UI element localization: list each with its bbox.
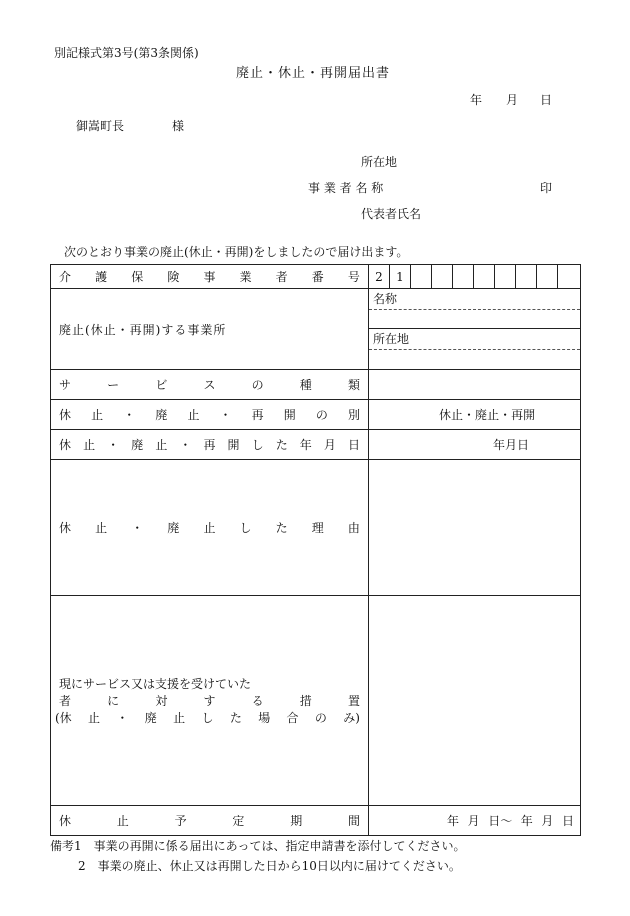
category-option-char: 開 (523, 408, 536, 422)
provider-number-row (51, 265, 581, 289)
service-type-label-char: 類 (347, 378, 360, 392)
period-value-char: 日〜 (488, 814, 513, 828)
seal-mark: 印 (540, 181, 553, 195)
service-type-row (51, 370, 581, 400)
service-type-label (51, 376, 368, 393)
provider-number-label-char: 番 (311, 270, 324, 284)
date-label-char: 月 (323, 438, 336, 452)
provider-digit-4[interactable] (432, 265, 453, 289)
measures-label-char: に (107, 694, 120, 708)
date-value-char: 日 (517, 438, 530, 452)
category-option-char: ・ (499, 408, 512, 422)
service-type-label-char: の (251, 378, 264, 392)
period-value-char: 日 (561, 814, 574, 828)
category-label-char: ・ (219, 408, 232, 422)
date-label (51, 436, 368, 453)
category-label-char: 開 (283, 408, 296, 422)
provider-digit-7[interactable] (495, 265, 516, 289)
representative-label: 代表者氏名 (361, 207, 422, 221)
period-value (369, 812, 580, 829)
honorific: 様 (172, 119, 185, 133)
provider-digit-8[interactable] (516, 265, 537, 289)
measures-row (51, 596, 581, 806)
date-label-char: 止 (155, 438, 168, 452)
category-options (369, 406, 580, 423)
category-option-char: 廃 (475, 408, 488, 422)
date-month-label: 月 (506, 93, 519, 107)
period-value-char: 月 (541, 814, 554, 828)
provider-number-label-char: 介 (59, 270, 72, 284)
period-label-char: 休 (59, 814, 72, 828)
period-label-char: 定 (232, 814, 245, 828)
date-label-char: た (275, 438, 288, 452)
category-options-cell[interactable] (369, 400, 581, 430)
measures-label-char: 措 (299, 694, 312, 708)
date-label-char: 年 (299, 438, 312, 452)
measures-label-char: 廃 (144, 711, 157, 725)
date-label-char: ・ (107, 438, 120, 452)
measures-label-char: 者 (59, 694, 72, 708)
measures-label-char: 合 (286, 711, 299, 725)
provider-number-label-char: 業 (239, 270, 252, 284)
service-type-label-char: 種 (299, 378, 312, 392)
period-value-char: 年 (520, 814, 533, 828)
period-row (51, 806, 581, 836)
date-day-label: 日 (540, 93, 553, 107)
reason-label-char: 止 (203, 521, 216, 535)
measures-label-line3 (51, 709, 368, 726)
reason-label (51, 519, 368, 536)
date-label-char: し (251, 438, 264, 452)
provider-digit-3[interactable] (411, 265, 432, 289)
category-label-char: の (315, 408, 328, 422)
provider-digit-2[interactable]: 1 (390, 265, 411, 289)
date-label-char: 止 (83, 438, 96, 452)
reason-label-cell (51, 460, 369, 596)
provider-number-label-char: 険 (167, 270, 180, 284)
period-label-char: 間 (347, 814, 360, 828)
measures-label-char: 置 (347, 694, 360, 708)
period-label (51, 812, 368, 829)
date-row (51, 430, 581, 460)
reason-label-char: た (275, 521, 288, 535)
provider-number-label-cell (51, 265, 369, 289)
measures-label-char: し (201, 711, 214, 725)
measures-label-char: す (203, 694, 216, 708)
provider-digit-6[interactable] (474, 265, 495, 289)
measures-label-line2 (51, 692, 368, 709)
period-value-char: 月 (467, 814, 480, 828)
measures-field[interactable] (369, 596, 581, 806)
date-label-char: 日 (347, 438, 360, 452)
note-1: 備考1 事業の再開に係る届出にあっては、指定申請書を添付してください。 (50, 839, 466, 853)
period-label-char: 期 (290, 814, 303, 828)
office-name-field[interactable] (369, 309, 580, 328)
date-label-char: ・ (179, 438, 192, 452)
measures-label-char: た (229, 711, 242, 725)
provider-number-label-char: 号 (347, 270, 360, 284)
provider-number-label-char: 者 (275, 270, 288, 284)
service-type-label-cell (51, 370, 369, 400)
date-label-char: 休 (59, 438, 72, 452)
office-row (51, 289, 581, 370)
category-label-cell (51, 400, 369, 430)
measures-label-char: ・ (116, 711, 129, 725)
provider-number-label-char: 護 (95, 270, 108, 284)
measures-label-char: 止 (173, 711, 186, 725)
date-value-char: 月 (505, 438, 518, 452)
category-label-char: 廃 (155, 408, 168, 422)
date-value-cell[interactable] (369, 430, 581, 460)
office-name-label: 名称 (373, 292, 398, 306)
provider-digit-9[interactable] (537, 265, 558, 289)
reason-label-char: 止 (95, 521, 108, 535)
category-label-char: 休 (59, 408, 72, 422)
date-label-char: 再 (203, 438, 216, 452)
measures-label-char: 止 (88, 711, 101, 725)
date-label-char: 開 (227, 438, 240, 452)
date-year-label: 年 (470, 93, 483, 107)
reason-label-char: 休 (59, 521, 72, 535)
service-type-label-char: ー (107, 378, 120, 392)
service-type-field[interactable] (369, 370, 581, 400)
measures-label-char: の (314, 711, 327, 725)
period-label-char: 止 (116, 814, 129, 828)
provider-number-label (51, 268, 368, 285)
reason-label-char: ・ (131, 521, 144, 535)
reason-label-char: 由 (347, 521, 360, 535)
category-label-char: 再 (251, 408, 264, 422)
category-option-char: ・ (463, 408, 476, 422)
measures-label-char: み) (343, 711, 360, 725)
service-type-label-char: ス (203, 378, 216, 392)
office-address-field[interactable] (369, 349, 580, 369)
addressee: 御嵩町長 (76, 119, 125, 133)
provider-digit-1[interactable]: 2 (369, 265, 390, 289)
measures-label-cell (51, 596, 369, 806)
date-label-char: 廃 (131, 438, 144, 452)
category-row (51, 400, 581, 430)
reason-row (51, 460, 581, 596)
period-label-char: 予 (174, 814, 187, 828)
category-option-char: 止 (451, 408, 464, 422)
date-value-char: 年 (493, 438, 506, 452)
category-label-char: 止 (91, 408, 104, 422)
office-label: 廃止(休止・再開)する事業所 (51, 289, 369, 370)
notification-form-table (50, 264, 581, 836)
form-number: 別記様式第3号(第3条関係) (54, 46, 199, 60)
provider-number-label-char: 事 (203, 270, 216, 284)
category-option-char: 止 (487, 408, 500, 422)
provider-digit-10[interactable] (558, 265, 581, 289)
category-label (51, 406, 368, 423)
date-value (369, 436, 585, 453)
category-option-char: 休 (439, 408, 452, 422)
form-title: 廃止・休止・再開届出書 (236, 66, 391, 81)
reason-label-char: 理 (311, 521, 324, 535)
category-label-char: ・ (123, 408, 136, 422)
provider-number-label-char: 保 (131, 270, 144, 284)
measures-label-char: 場 (258, 711, 271, 725)
category-option-char: 再 (511, 408, 524, 422)
measures-label-char: (休 (55, 711, 72, 725)
measures-label-char: 対 (155, 694, 168, 708)
note-2: 2 事業の廃止、休止又は再開した日から10日以内に届けてください。 (78, 859, 461, 873)
period-label-cell (51, 806, 369, 836)
provider-digit-5[interactable] (453, 265, 474, 289)
office-address-label: 所在地 (369, 328, 580, 349)
reason-field[interactable] (369, 460, 581, 596)
applicant-address-label: 所在地 (361, 155, 398, 169)
measures-label-line1: 現にサービス又は支援を受けていた (59, 677, 252, 691)
reason-label-char: し (239, 521, 252, 535)
intro-text: 次のとおり事業の廃止(休止・再開)をしましたので届け出ます。 (64, 245, 409, 259)
period-value-cell[interactable] (369, 806, 581, 836)
office-value-cell (369, 289, 581, 370)
category-label-char: 別 (347, 408, 360, 422)
date-label-cell (51, 430, 369, 460)
reason-label-char: 廃 (167, 521, 180, 535)
category-label-char: 止 (187, 408, 200, 422)
applicant-name-label: 事 業 者 名 称 (308, 181, 384, 195)
service-type-label-char: サ (59, 378, 72, 392)
period-value-char: 年 (447, 814, 460, 828)
measures-label-char: る (251, 694, 264, 708)
service-type-label-char: ビ (155, 378, 168, 392)
